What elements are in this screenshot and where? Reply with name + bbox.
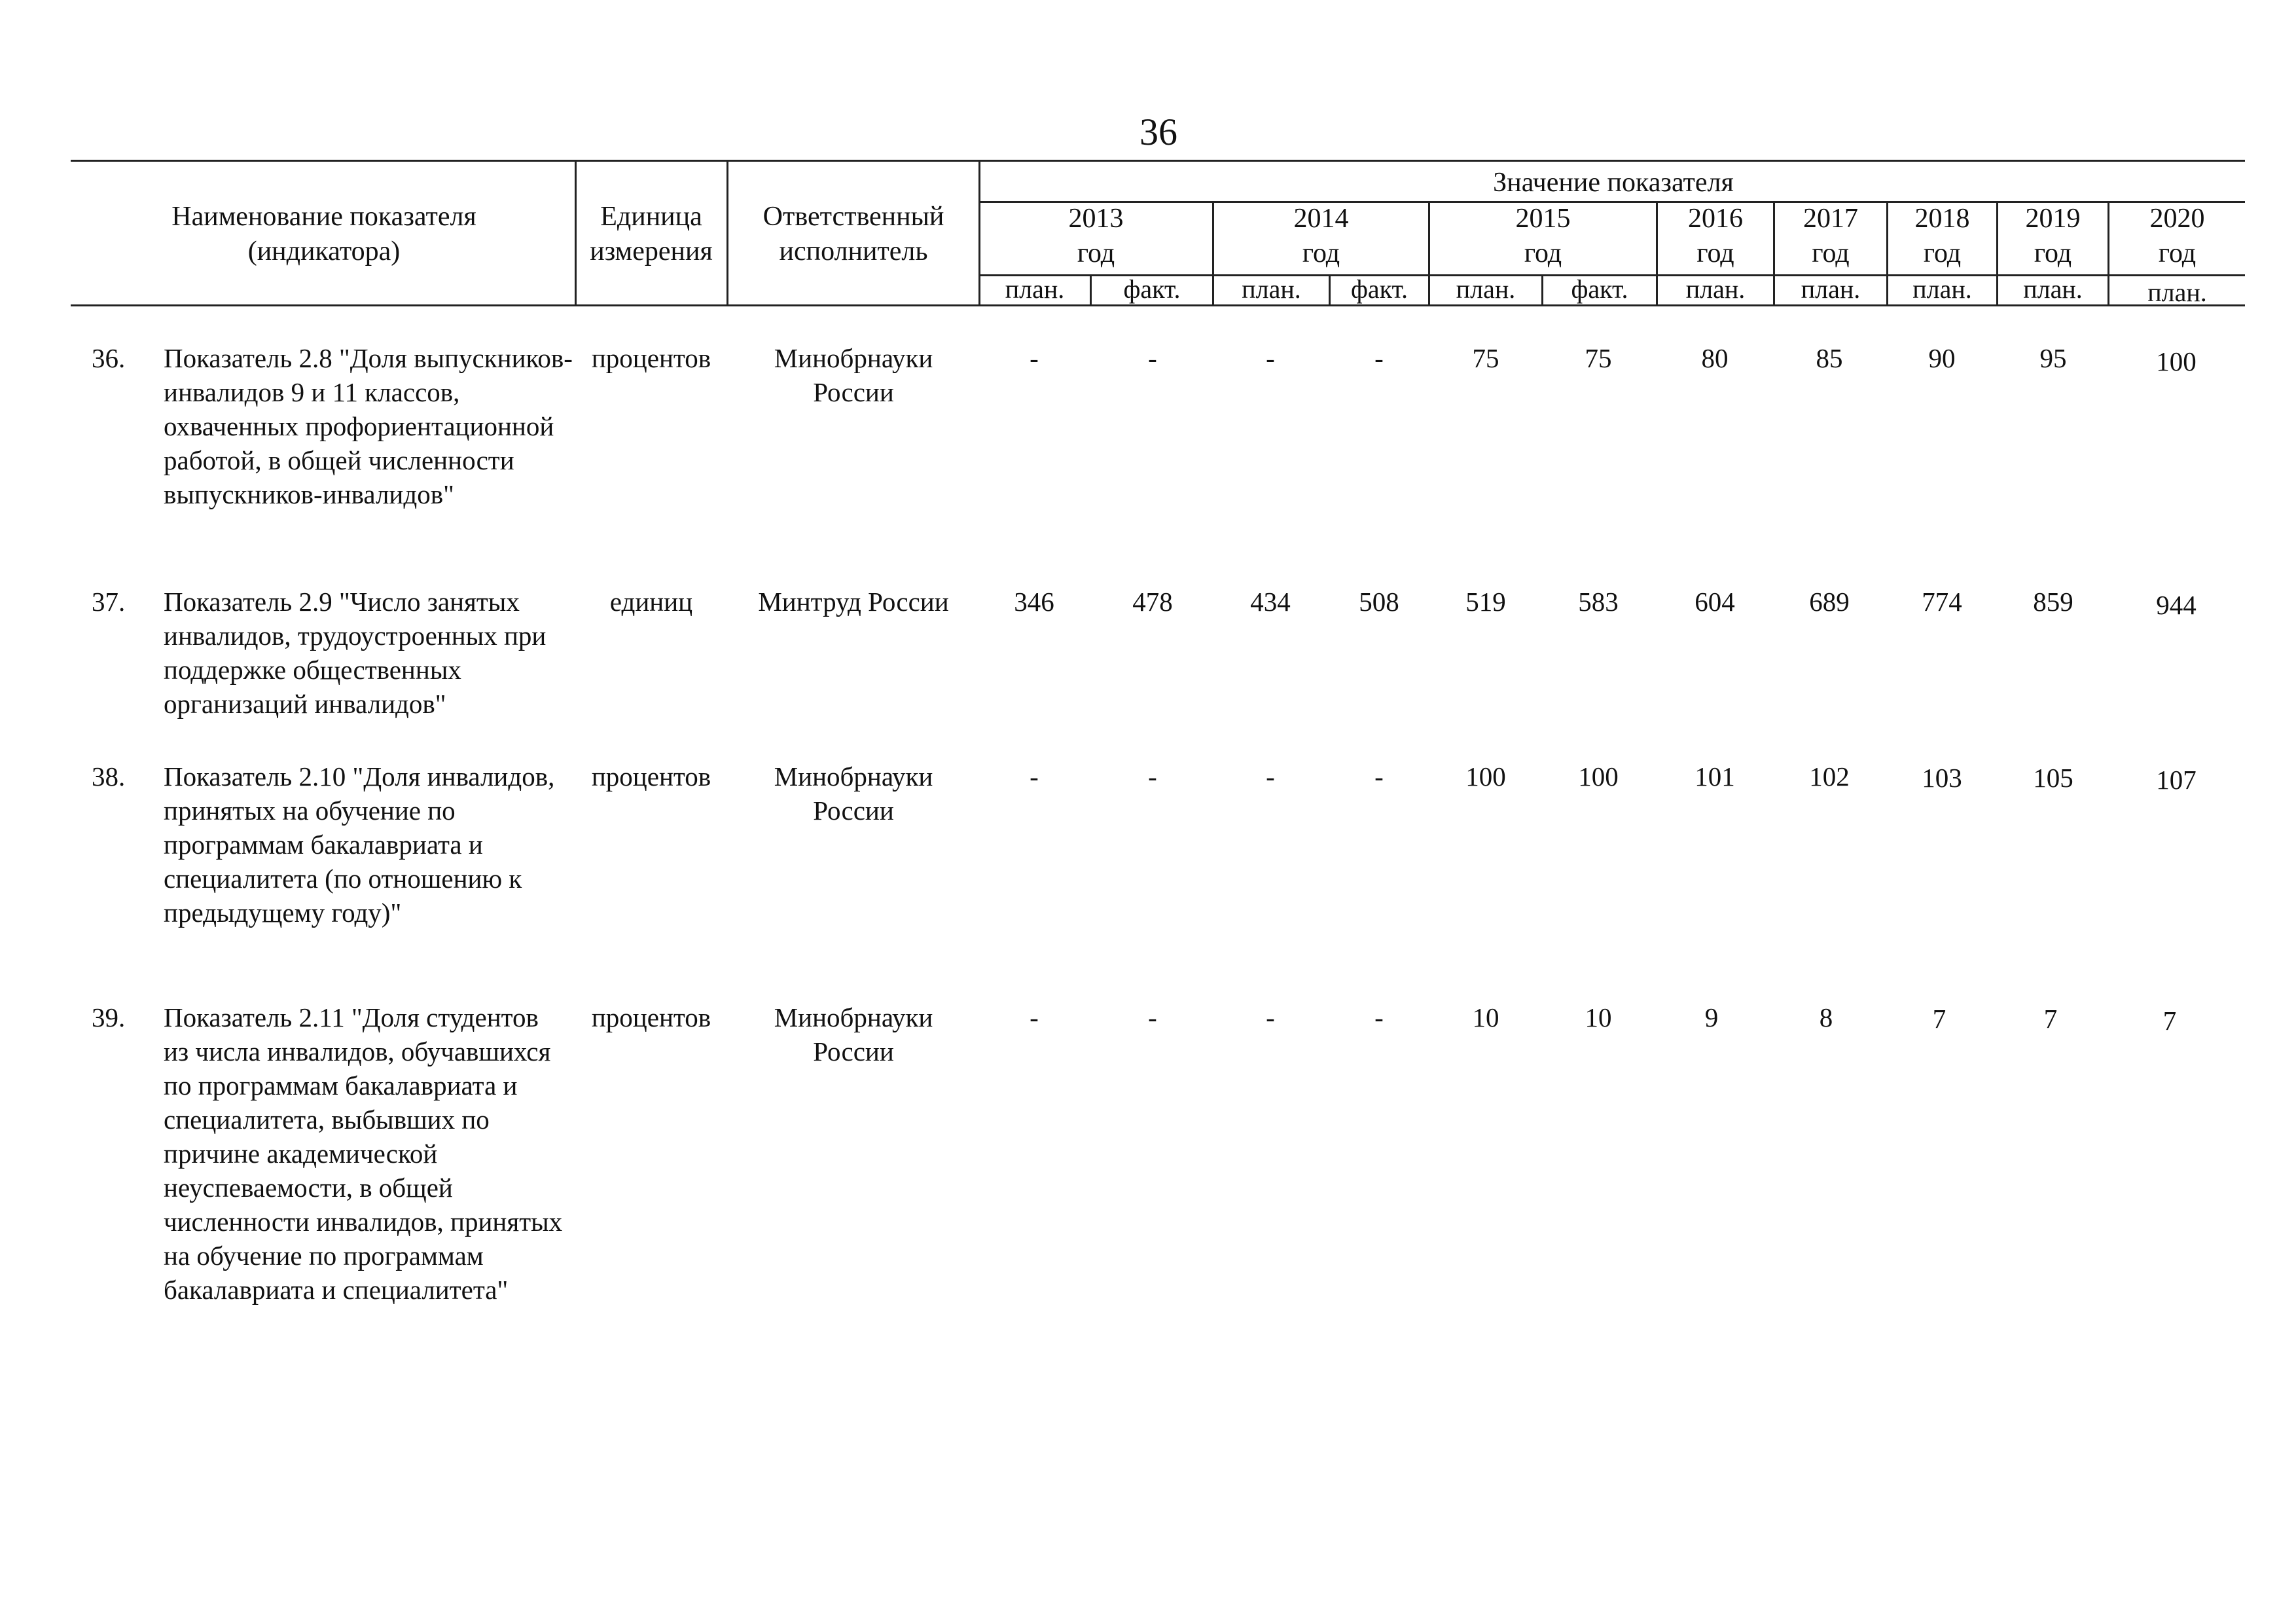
row-number: 37. [92,587,126,617]
year-2013-label: 2013 [1068,204,1124,234]
year-2020 [2109,202,2245,271]
value-2016-plan: 80 [1701,343,1729,373]
value-2013-fact: - [1148,1002,1157,1032]
value-2017-plan: 85 [1816,343,1843,373]
year-2017-label: 2017 [1803,204,1858,234]
value-2016-plan: 101 [1695,761,1735,792]
value-2017-plan: 689 [1809,587,1850,617]
value-2013-plan: - [1030,1002,1039,1032]
year-2014-word: год [1302,238,1340,268]
year-2018 [1888,202,1996,271]
year-2019-word: год [2034,238,2072,268]
indicator-name: Показатель 2.9 "Число занятых инвалидов, трудоустроенных при поддержке общественных организаций инвалидов" [164,587,547,719]
sub-2014-plan: план. [1242,274,1301,304]
unit: процентов [591,761,711,792]
value-2020-plan: 7 [2162,1006,2177,1036]
value-2013-fact: 478 [1132,587,1173,617]
value-2017-plan: 102 [1809,761,1850,792]
value-2015-plan: 519 [1465,587,1506,617]
unit: процентов [591,1002,711,1032]
header-executor [728,200,978,269]
executor [728,341,978,409]
sub-2020-plan: план. [2147,278,2207,307]
value-2020-plan: 944 [2156,590,2197,620]
year-2016-label: 2016 [1688,204,1743,234]
value-2014-fact: 508 [1359,587,1399,617]
year-2013-word: год [1077,238,1115,268]
value-2016-plan: 9 [1704,1002,1719,1032]
value-2020-plan: 107 [2156,765,2197,795]
indicator-name: Показатель 2.8 "Доля выпускников-инвалидов 9 и 11 классов, охваченных профориентационной работой, в общей численности выпускников-инвалидов" [164,343,573,509]
header-unit [576,200,726,269]
executor [728,585,978,619]
value-2015-plan: 10 [1472,1002,1499,1032]
year-2017 [1775,202,1886,271]
value-2019-plan: 7 [2043,1004,2058,1034]
year-2017-word: год [1812,238,1850,268]
executor-line2: России [813,1036,894,1067]
header-exec-line1: Ответственный [762,202,944,232]
executor-line2: России [813,795,894,826]
row-number: 38. [92,761,126,792]
value-2015-plan: 100 [1465,761,1506,792]
executor-line1: Минобрнауки [774,1002,933,1032]
table-top-rule [71,160,2245,162]
year-2019-label: 2019 [2025,204,2081,234]
value-2020-plan: 100 [2156,346,2197,376]
value-2018-plan: 103 [1922,763,1962,793]
header-exec-line2: исполнитель [779,236,928,266]
value-2019-plan: 105 [2033,763,2073,793]
year-2016 [1658,202,1773,271]
executor-line1: Минобрнауки [774,343,933,373]
sub-2013-plan: план. [1005,274,1065,304]
indicator-name: Показатель 2.10 "Доля инвалидов, принятых на обучение по программам бакалавриата и специалитета (по отношению к предыдущему году)" [164,761,555,928]
sub-2018-plan: план. [1912,274,1972,304]
year-2016-word: год [1696,238,1734,268]
value-2014-fact: - [1374,761,1384,792]
executor-line1: Минтруд России [758,587,949,617]
value-2013-plan: - [1030,343,1039,373]
value-2013-fact: - [1148,343,1157,373]
value-2019-plan: 95 [2039,343,2067,373]
header-value-title: Значение показателя [1493,168,1734,198]
value-2017-plan: 8 [1819,1002,1833,1032]
executor-line1: Минобрнауки [774,761,933,792]
header-unit-line2: измерения [590,236,713,266]
header-unit-line1: Единица [600,202,702,232]
sub-2014-fact: факт. [1350,274,1408,304]
year-2015-word: год [1524,238,1562,268]
executor [728,759,978,828]
value-2018-plan: 90 [1928,343,1956,373]
sub-2017-plan: план. [1801,274,1861,304]
value-2013-plan: - [1030,761,1039,792]
unit: процентов [591,343,711,373]
value-2019-plan: 859 [2033,587,2073,617]
year-2018-word: год [1923,238,1962,268]
value-2013-fact: - [1148,761,1157,792]
header-name [98,200,550,269]
year-2013 [980,202,1212,271]
value-2015-fact: 583 [1578,587,1619,617]
sub-2019-plan: план. [2023,274,2083,304]
header-name-line2: (индикатора) [247,236,401,266]
value-2014-plan: - [1266,1002,1275,1032]
year-2014-label: 2014 [1293,204,1349,234]
value-2015-fact: 75 [1585,343,1612,373]
executor [728,1000,978,1068]
year-2020-word: год [2158,238,2197,268]
value-2014-plan: 434 [1250,587,1291,617]
value-2018-plan: 774 [1922,587,1962,617]
value-2018-plan: 7 [1932,1004,1946,1034]
row-number: 36. [92,343,126,373]
year-2015 [1430,202,1656,271]
value-2014-plan: - [1266,761,1275,792]
year-2014 [1214,202,1428,271]
year-2019 [1998,202,2108,271]
year-2018-label: 2018 [1914,204,1970,234]
value-2015-fact: 10 [1585,1002,1612,1032]
value-2014-plan: - [1266,343,1275,373]
year-2020-label: 2020 [2149,204,2205,234]
value-2015-fact: 100 [1578,761,1619,792]
value-2014-fact: - [1374,1002,1384,1032]
year-2015-label: 2015 [1515,204,1571,234]
sub-2016-plan: план. [1685,274,1746,304]
sub-2015-plan: план. [1456,274,1516,304]
executor-line2: России [813,377,894,407]
row-number: 39. [92,1002,126,1032]
sub-2013-fact: факт. [1123,274,1181,304]
value-2016-plan: 604 [1695,587,1735,617]
value-2015-plan: 75 [1472,343,1499,373]
indicator-name: Показатель 2.11 "Доля студентов из числа инвалидов, обучавшихся по программам бакалавриата и специалитета, выбывших по причине академической неуспеваемости, в общей численности инвалидов, принятых на обучение по программам бакалавриата и специалитета" [164,1002,563,1305]
value-2014-fact: - [1374,343,1384,373]
sub-2015-fact: факт. [1571,274,1628,304]
page-number: 36 [1139,111,1177,153]
header-name-line1: Наименование показателя [171,202,476,232]
unit: единиц [609,587,693,617]
value-2013-plan: 346 [1014,587,1054,617]
